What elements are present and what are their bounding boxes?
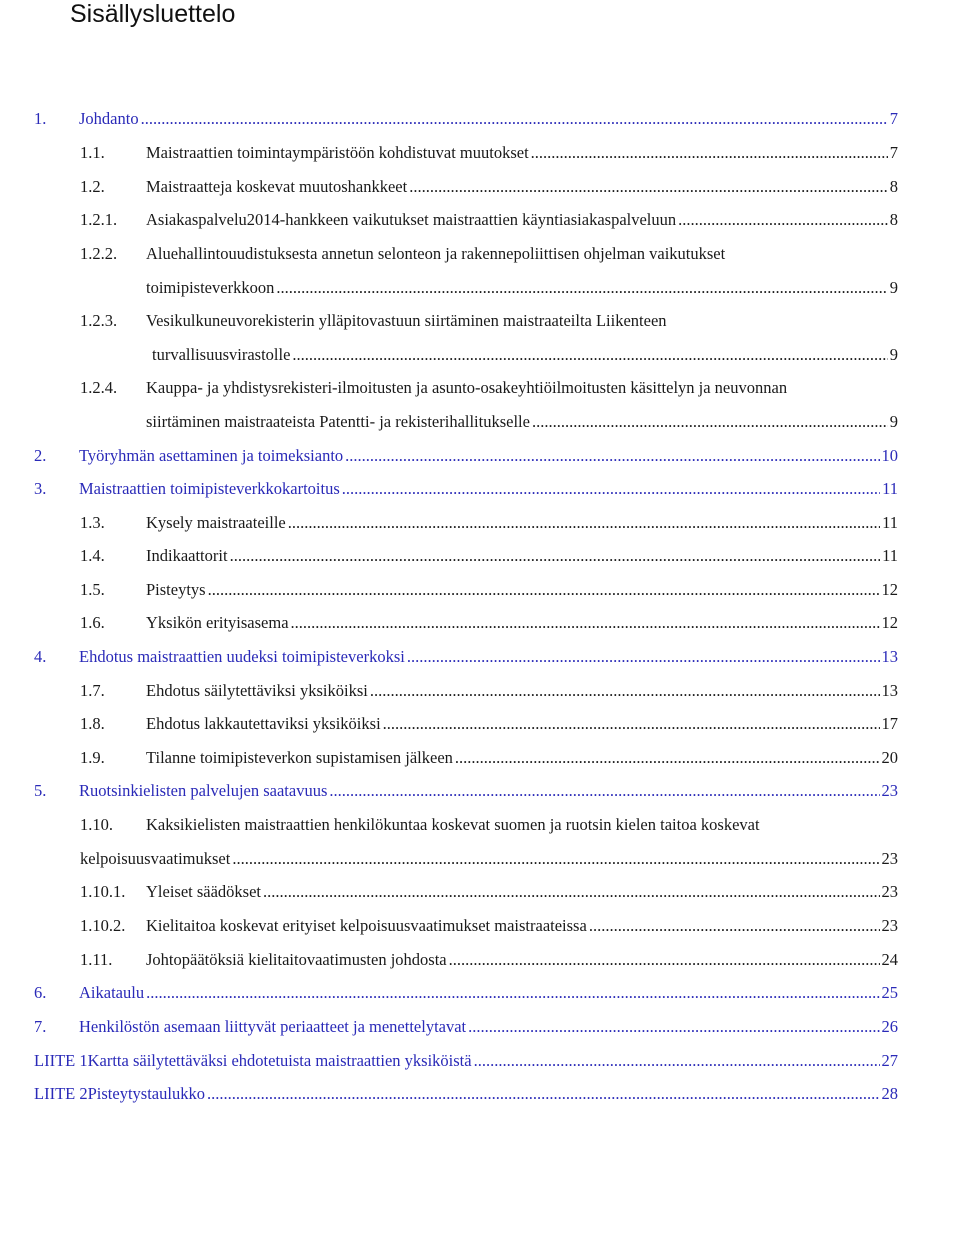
entry-title-cont: toimipisteverkkoon	[146, 278, 275, 297]
toc-entry[interactable]	[80, 142, 898, 164]
toc-entry[interactable]	[80, 243, 898, 265]
entry-title-cont: turvallisuusvirastolle	[152, 345, 291, 364]
entry-number: 5.	[34, 781, 47, 800]
entry-page: 7	[889, 109, 898, 128]
entry-line	[152, 344, 898, 366]
leader-dots	[678, 209, 888, 231]
entry-title: Tilanne toimipisteverkon supistamisen jälkeen	[146, 748, 453, 767]
entry-title: Pisteytys	[146, 580, 206, 599]
entry-page: 7	[889, 143, 898, 162]
entry-page: 23	[881, 781, 898, 800]
entry-title: Ehdotus säilytettäviksi yksiköiksi	[146, 681, 368, 700]
toc-entry[interactable]	[80, 915, 898, 937]
entry-line	[146, 612, 898, 634]
entry-title: Yksikön erityisasema	[146, 613, 289, 632]
entry-page: 13	[881, 681, 898, 700]
leader-dots	[276, 277, 887, 299]
toc-entry[interactable]	[80, 747, 898, 769]
toc-entry-chapter[interactable]	[34, 478, 898, 500]
entry-title: LIITE 2Pisteytystaulukko	[34, 1084, 205, 1103]
entry-number: 1.2.	[80, 177, 105, 196]
entry-number: 1.10.	[80, 815, 113, 834]
toc-entry-continuation[interactable]	[146, 411, 898, 433]
entry-number: 1.2.3.	[80, 311, 118, 330]
leader-dots	[468, 1016, 879, 1038]
entry-line	[79, 108, 898, 130]
entry-line	[79, 445, 898, 467]
entry-line	[146, 411, 898, 433]
entry-number: 1.10.2.	[80, 916, 126, 935]
leader-dots	[345, 445, 879, 467]
entry-line	[146, 915, 898, 937]
entry-page: 12	[881, 613, 898, 632]
entry-page: 11	[882, 479, 898, 498]
entry-line	[146, 277, 898, 299]
leader-dots	[207, 1083, 880, 1105]
entry-page: 24	[881, 950, 898, 969]
toc-entry[interactable]	[80, 512, 898, 534]
toc-entry-chapter[interactable]	[34, 445, 898, 467]
leader-dots	[141, 108, 888, 130]
toc-entry-appendix[interactable]	[34, 1083, 898, 1105]
entry-line	[146, 747, 898, 769]
entry-title: Henkilöstön asemaan liittyvät periaatteet ja menettelytavat	[79, 1017, 467, 1036]
leader-dots	[291, 612, 880, 634]
entry-line	[146, 209, 898, 231]
entry-page: 11	[882, 546, 898, 565]
toc-entry[interactable]	[80, 881, 898, 903]
toc-entry-continuation[interactable]	[146, 277, 898, 299]
entry-page: 28	[881, 1084, 898, 1103]
entry-line	[34, 1083, 898, 1105]
entry-page: 23	[881, 882, 898, 901]
leader-dots	[292, 344, 887, 366]
leader-dots	[474, 1050, 880, 1072]
entry-number: 1.2.1.	[80, 210, 118, 229]
entry-line	[146, 579, 898, 601]
entry-number: 1.5.	[80, 580, 105, 599]
toc-entry[interactable]	[80, 209, 898, 231]
entry-number: 3.	[34, 479, 47, 498]
leader-dots	[409, 176, 888, 198]
entry-title-cont: kelpoisuusvaatimukset	[80, 849, 231, 868]
entry-number: 1.2.2.	[80, 244, 118, 263]
entry-title: Johdanto	[79, 109, 139, 128]
entry-page: 23	[881, 849, 898, 868]
entry-page: 26	[881, 1017, 898, 1036]
entry-page: 23	[881, 916, 898, 935]
entry-line	[146, 949, 898, 971]
toc-entry[interactable]	[80, 949, 898, 971]
entry-number: 6.	[34, 983, 47, 1002]
entry-number: 1.	[34, 109, 47, 128]
entry-title: Maistraattien toimipisteverkkokartoitus	[79, 479, 340, 498]
entry-line	[146, 680, 898, 702]
entry-line	[34, 1050, 898, 1072]
entry-line	[79, 646, 898, 668]
leader-dots	[370, 680, 880, 702]
toc-entry-chapter[interactable]	[34, 108, 898, 130]
entry-line	[79, 780, 898, 802]
entry-line	[79, 1016, 898, 1038]
entry-page: 9	[889, 345, 898, 364]
entry-number: 1.11.	[80, 950, 113, 969]
entry-title: Yleiset säädökset	[146, 882, 262, 901]
entry-title: Ruotsinkielisten palvelujen saatavuus	[79, 781, 328, 800]
entry-number: 1.10.1.	[80, 882, 126, 901]
entry-line	[146, 142, 898, 164]
entry-title: Indikaattorit	[146, 546, 228, 565]
entry-title: LIITE 1Kartta säilytettäväksi ehdotetuista maistraattien yksiköistä	[34, 1051, 472, 1070]
entry-page: 13	[881, 647, 898, 666]
entry-page: 11	[882, 513, 898, 532]
toc-entry[interactable]	[80, 814, 898, 836]
leader-dots	[407, 646, 880, 668]
entry-title: Johtopäätöksiä kielitaitovaatimusten johdosta	[146, 950, 447, 969]
entry-title: Kysely maistraateille	[146, 513, 286, 532]
entry-page: 8	[889, 210, 898, 229]
toc-entry-appendix[interactable]	[34, 1050, 898, 1072]
entry-number: 1.9.	[80, 748, 105, 767]
leader-dots	[288, 512, 880, 534]
entry-number: 1.2.4.	[80, 378, 118, 397]
entry-title-cont: siirtäminen maistraateista Patentti- ja rekisterihallitukselle	[146, 412, 530, 431]
entry-number: 1.3.	[80, 513, 105, 532]
entry-number: 2.	[34, 446, 47, 465]
leader-dots	[589, 915, 880, 937]
entry-title: Ehdotus lakkautettaviksi yksiköiksi	[146, 714, 381, 733]
entry-line	[79, 982, 898, 1004]
toc-entry-chapter[interactable]	[34, 1016, 898, 1038]
entry-page: 8	[889, 177, 898, 196]
toc-entry[interactable]	[80, 680, 898, 702]
entry-number: 1.8.	[80, 714, 105, 733]
entry-page: 10	[881, 446, 898, 465]
toc-entry[interactable]	[80, 579, 898, 601]
entry-line	[146, 881, 898, 903]
entry-title: Vesikulkuneuvorekisterin ylläpitovastuun siirtäminen maistraateilta Liikenteen	[146, 311, 667, 330]
entry-line	[146, 176, 898, 198]
entry-title: Kauppa- ja yhdistysrekisteri-ilmoitusten ja asunto-osakeyhtiöilmoitusten käsittelyn ja neuvonnan	[146, 378, 788, 397]
entry-number: 7.	[34, 1017, 47, 1036]
leader-dots	[455, 747, 880, 769]
toc-entry[interactable]	[80, 176, 898, 198]
entry-title: Aikataulu	[79, 983, 145, 1002]
entry-line	[146, 545, 898, 567]
entry-line	[80, 848, 898, 870]
leader-dots	[146, 982, 879, 1004]
leader-dots	[383, 713, 880, 735]
toc-entry-chapter[interactable]	[34, 646, 898, 668]
toc-entry[interactable]	[80, 612, 898, 634]
leader-dots	[329, 780, 879, 802]
toc-entry-chapter[interactable]	[34, 982, 898, 1004]
toc-entry[interactable]	[80, 377, 898, 399]
entry-page: 27	[881, 1051, 898, 1070]
entry-title: Aluehallintouudistuksesta annetun selonteon ja rakennepoliittisen ohjelman vaikutukset	[146, 244, 726, 263]
toc-entry[interactable]	[80, 545, 898, 567]
entry-page: 12	[881, 580, 898, 599]
leader-dots	[263, 881, 879, 903]
toc-entry-continuation[interactable]	[152, 344, 898, 366]
leader-dots	[208, 579, 880, 601]
entry-page: 25	[881, 983, 898, 1002]
entry-number: 1.1.	[80, 143, 105, 162]
leader-dots	[532, 411, 888, 433]
toc-entry[interactable]	[80, 310, 898, 332]
entry-title: Kaksikielisten maistraattien henkilökuntaa koskevat suomen ja ruotsin kielen taitoa koskevat	[146, 815, 760, 834]
leader-dots	[342, 478, 880, 500]
entry-page: 9	[889, 412, 898, 431]
entry-number: 1.4.	[80, 546, 105, 565]
entry-title: Asiakaspalvelu2014-hankkeen vaikutukset maistraattien käyntiasiakaspalveluun	[146, 210, 677, 229]
leader-dots	[232, 848, 879, 870]
entry-title: Työryhmän asettaminen ja toimeksianto	[79, 446, 344, 465]
leader-dots	[449, 949, 880, 971]
toc-entry-continuation[interactable]	[80, 848, 898, 870]
page-title: Sisällysluettelo	[70, 0, 236, 28]
leader-dots	[531, 142, 888, 164]
entry-title: Ehdotus maistraattien uudeksi toimipisteverkoksi	[79, 647, 405, 666]
entry-page: 17	[881, 714, 898, 733]
entry-title: Kielitaitoa koskevat erityiset kelpoisuusvaatimukset maistraateissa	[146, 916, 587, 935]
entry-line	[146, 713, 898, 735]
entry-page: 20	[881, 748, 898, 767]
entry-title: Maistraattien toimintaympäristöön kohdistuvat muutokset	[146, 143, 529, 162]
entry-number: 1.6.	[80, 613, 105, 632]
entry-line	[146, 512, 898, 534]
entry-title: Maistraatteja koskevat muutoshankkeet	[146, 177, 408, 196]
toc-entry-chapter[interactable]	[34, 780, 898, 802]
entry-line	[79, 478, 898, 500]
entry-number: 1.7.	[80, 681, 105, 700]
leader-dots	[230, 545, 881, 567]
entry-number: 4.	[34, 647, 47, 666]
entry-page: 9	[889, 278, 898, 297]
toc-entry[interactable]	[80, 713, 898, 735]
